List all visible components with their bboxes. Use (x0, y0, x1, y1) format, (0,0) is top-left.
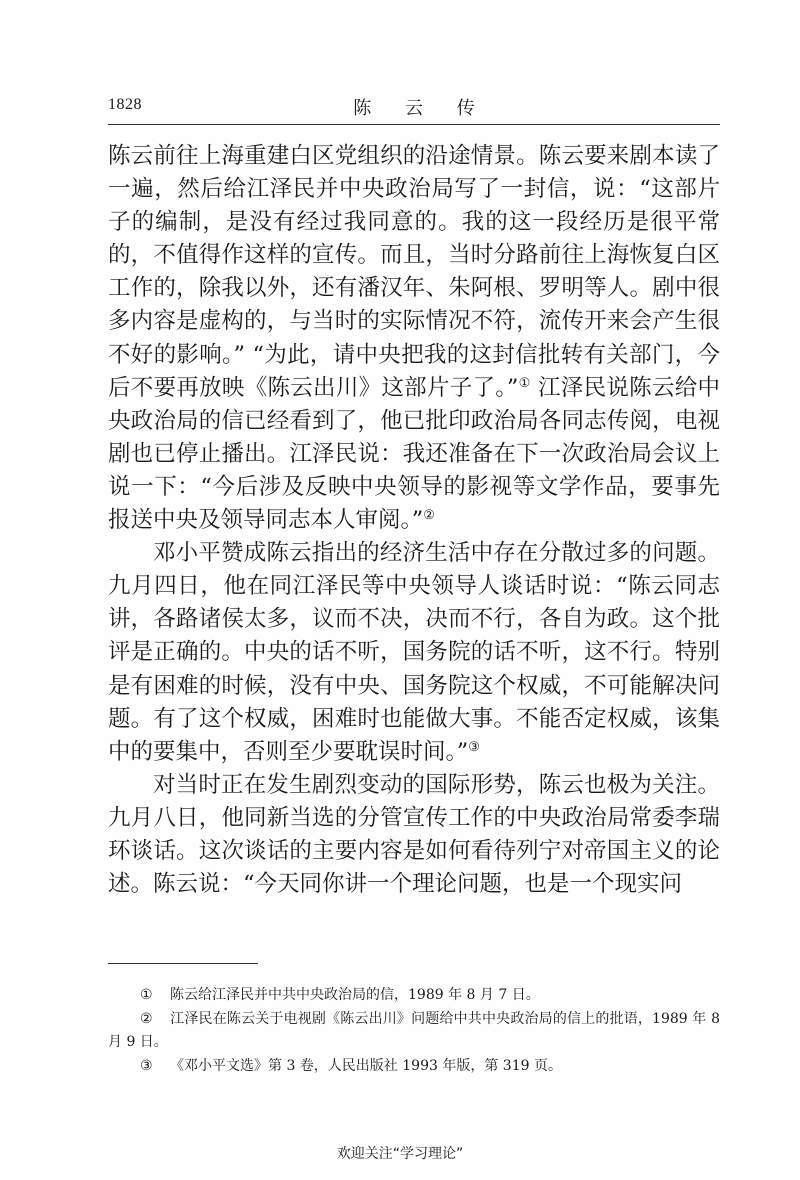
footnote-divider (108, 963, 258, 964)
paragraph-2 (108, 537, 720, 769)
paragraph-3 (108, 769, 720, 901)
footnote-text: 陈云给江泽民并中共中央政治局的信，1989 年 8 月 7 日。 (170, 987, 540, 1003)
paragraph-1-text-b: 江泽民说陈云给中央政治局的信已经看到了，他已批印政治局各同志传阅，电视剧也已停止播出。江泽民说：我还准备在下一次政治局会议上说一下：“今后涉及反映中央领导的影视等文学作品，要事先报送中央及领导同志本人审阅。” (108, 374, 721, 534)
footnote-ref-3[interactable]: ③ (468, 739, 480, 755)
watermark-caption: 欢迎关注“学习理论” (336, 1146, 464, 1162)
paragraph-2-text: 邓小平赞成陈云指出的经济生活中存在分散过多的问题。九月四日，他在同江泽民等中央领导人谈话时说：“陈云同志讲，各路诸侯太多，议而不决，决而不行，各自为政。这个批评是正确的。中央的话不听，国务院的话不听，这不行。特别是有困难的时候，没有中央、国务院这个权威，不可能解决问题。有了这个权威，困难时也能做大事。不能否定权威，该集中的要集中，否则至少要耽误时间。” (108, 540, 720, 765)
footnote-item (108, 984, 720, 1008)
footnotes (108, 984, 720, 1078)
paragraph-3-text: 对当时正在发生剧烈变动的国际形势，陈云也极为关注。九月八日，他同新当选的分管宣传工作的中央政治局常委李瑞环谈话。这次谈话的主要内容是如何看待列宁对帝国主义的论述。陈云说：“今天同你讲一个理论问题，也是一个现实问 (108, 771, 720, 898)
footnote-ref-2[interactable]: ② (423, 508, 435, 524)
body-text (108, 140, 720, 901)
page-header (108, 94, 720, 125)
footnote-marker: ② (140, 1010, 153, 1027)
footnote-text: 江泽民在陈云关于电视剧《陈云出川》问题给中共中央政治局的信上的批语，1989 年 8 月 9 日。 (108, 1010, 720, 1050)
footnote-item (108, 1008, 720, 1055)
running-title: 陈 云 传 (353, 98, 489, 119)
page-number: 1828 (108, 96, 142, 113)
paragraph-1-text-a: 陈云前往上海重建白区党组织的沿途情景。陈云要来剧本读了一遍，然后给江泽民并中央政治局写了一封信，说：“这部片子的编制，是没有经过我同意的。我的这一段经历是很平常的，不值得作这样的宣传。而且，当时分路前往上海恢复白区工作的，除我以外，还有潘汉年、朱阿根、罗明等人。剧中很多内容是虚构的，与当时的实际情况不符，流传开来会产生很不好的影响。” “为此，请中央把我的这封信批转有关部门，今后不要再放映《陈云出川》这部片子了。” (108, 143, 720, 401)
footnote-item (108, 1055, 720, 1079)
footnote-marker: ① (140, 987, 153, 1003)
paragraph-1 (108, 140, 720, 537)
footnote-text: 《邓小平文选》第 3 卷，人民出版社 1993 年版，第 319 页。 (170, 1057, 562, 1074)
footnote-ref-1[interactable]: ① (518, 375, 531, 391)
footnote-marker: ③ (140, 1057, 153, 1074)
